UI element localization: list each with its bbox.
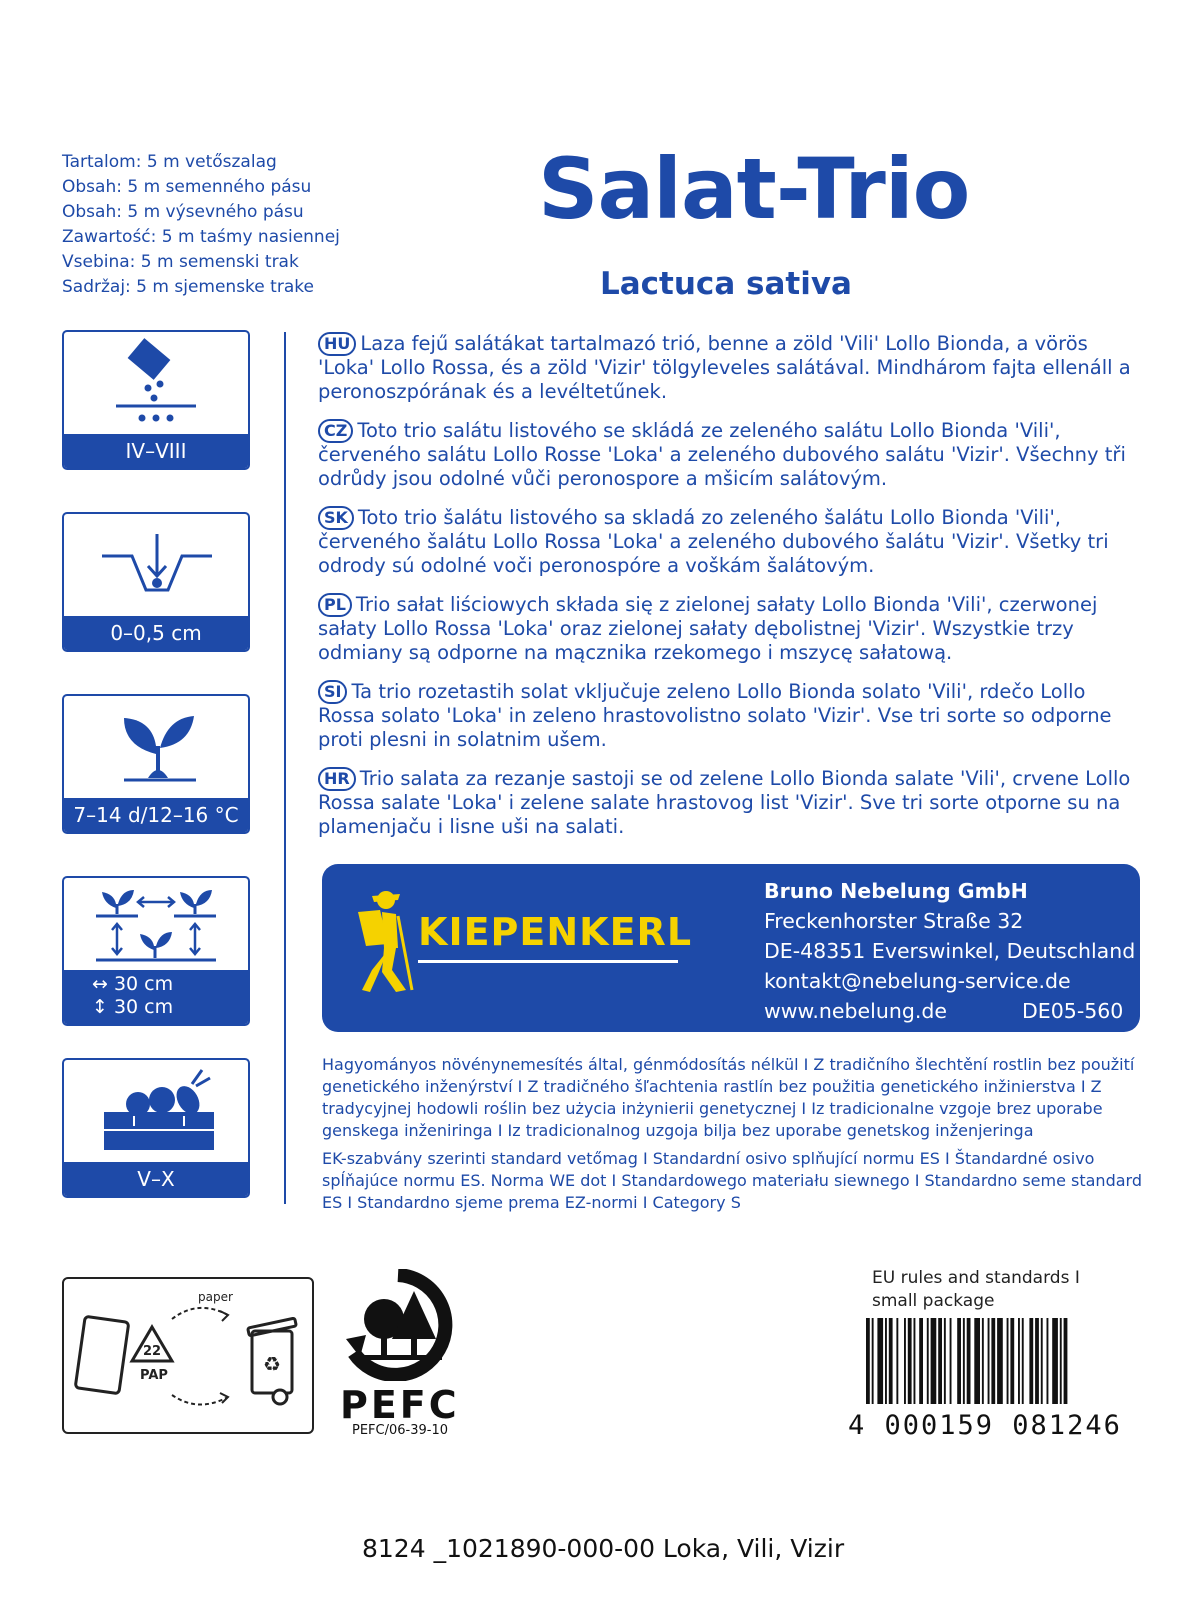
barcode-bar: [1064, 1318, 1068, 1404]
contents-line: Vsebina: 5 m semenski trak: [62, 252, 299, 272]
depth-icon: [64, 514, 248, 616]
barcode-bar: [944, 1318, 946, 1404]
product-title: Salat-Trio: [538, 140, 970, 238]
barcode-bar: [919, 1318, 923, 1404]
barcode-digits: 4 000159 081246: [848, 1410, 1122, 1441]
barcode-bar: [1047, 1318, 1049, 1404]
lang-badge: SK: [318, 506, 354, 530]
sowing-period: IV–VIII: [64, 434, 248, 468]
city: DE-48351 Everswinkel, Deutschland: [764, 939, 1136, 963]
barcode-bar: [1060, 1318, 1062, 1404]
product-subtitle: Lactuca sativa: [600, 266, 852, 302]
germination-info: 7–14 d/12–16 °C: [64, 798, 248, 832]
sowing-depth-box: [62, 512, 250, 652]
website[interactable]: www.nebelung.de: [764, 999, 947, 1023]
vertical-divider: [284, 332, 286, 1204]
harvest-crate-icon: [64, 1060, 248, 1162]
barcode-bar: [885, 1318, 887, 1404]
contents-line: Zawartość: 5 m taśmy nasiennej: [62, 227, 340, 247]
paper-label: paper: [198, 1290, 233, 1304]
barcode-bar: [896, 1318, 898, 1404]
barcode-bar: [1041, 1318, 1043, 1404]
contents-line: Obsah: 5 m semenného pásu: [62, 177, 312, 197]
barcode-bar: [988, 1318, 990, 1404]
contents-list: [62, 150, 340, 300]
spacing-values: [64, 970, 248, 1024]
sowing-period-box: [62, 330, 250, 470]
eu-rules-text: EU rules and standards I small package: [872, 1268, 1080, 1311]
pefc-code: PEFC/06-39-10: [352, 1423, 448, 1438]
contents-line: Sadržaj: 5 m sjemenske trake: [62, 277, 314, 297]
svg-text:♻: ♻: [263, 1352, 281, 1376]
sowing-icon: [64, 332, 248, 434]
plant-spacing-box: [62, 876, 250, 1026]
vertical-arrows-icon: ↕: [92, 996, 114, 1018]
lang-badge: HU: [318, 332, 356, 356]
barcode: [862, 1318, 1132, 1408]
barcode-bar: [1029, 1318, 1033, 1404]
description-text: Ta trio rozetastih solat vključuje zeleno Lollo Bionda solato 'Vili', rdečo Lollo Rossa solato 'Loka' in zeleno hrastovolistno solato 'Vizir'. Vse tri sorte so odporne proti plesni in solatnim ušem.: [318, 680, 1112, 751]
lang-badge: CZ: [318, 419, 353, 443]
barcode-bar: [938, 1318, 942, 1404]
description-pl: [318, 593, 1138, 664]
pefc-logo-icon: [340, 1269, 458, 1381]
recycling-icon: [64, 1279, 312, 1432]
contents-line: Obsah: 5 m výsevného pásu: [62, 202, 304, 222]
plant-spacing: ↕ 30 cm: [92, 996, 174, 1018]
description-text: Laza fejű salátákat tartalmazó trió, benne a zöld 'Vili' Lollo Bionda, a vörös 'Loka' Lollo Rossa, és a zöld 'Vizir' tölgyleveles salátával. Mindhárom fajta ellenáll a peronoszpórának és a levéltetűnek.: [318, 332, 1131, 403]
recycling-box: [62, 1277, 314, 1434]
description-hu: [318, 332, 1138, 403]
pefc-name: PEFC: [340, 1383, 460, 1427]
lang-badge: HR: [318, 767, 356, 791]
footer-code: 8124 _1021890-000-00 Loka, Vili, Vizir: [362, 1534, 845, 1563]
row-spacing: ↔ 30 cm: [92, 973, 174, 995]
hiker-logo-icon: [352, 886, 416, 996]
recycling-code-number: 22: [142, 1344, 162, 1359]
barcode-bar: [866, 1318, 870, 1404]
description-text: Trio salata za rezanje sastoji se od zelene Lollo Bionda salate 'Vili', crvene Lollo Rossa salate 'Loka' i zelene salate hrastovog list 'Vizir'. Sve tri sorte otporne su na plamenjaču i lisne uši na salati.: [318, 767, 1131, 838]
brand-logo: KIEPENKERL: [418, 910, 693, 954]
description-si: [318, 680, 1138, 751]
barcode-bar: [1007, 1318, 1009, 1404]
description-sk: [318, 506, 1138, 577]
horizontal-arrows-icon: ↔: [92, 973, 114, 995]
barcode-bar: [931, 1318, 937, 1404]
barcode-bar: [889, 1318, 893, 1404]
barcode-bar: [950, 1318, 952, 1404]
barcode-bar: [927, 1318, 929, 1404]
barcode-bar: [957, 1318, 961, 1404]
email[interactable]: kontakt@nebelung-service.de: [764, 969, 1071, 993]
barcode-bar: [1022, 1318, 1024, 1404]
harvest-period: V–X: [64, 1162, 248, 1196]
breeding-note: Hagyományos növénynemesítés által, génmódosítás nélkül I Z tradičního šlechtění rostlin bez použití genetického inženýrství I Z tradičného šľachtenia rastlín bez použitia genetického inžinierstva I Z tradycyjnej hodowli roślin bez użycia inżynierii genetycznej I Iz tradicionalne vzgoje brez uporabe genskega inženiringa I Iz tradicionalnog uzgoja bilja bez uporabe genetskog inženjeringa: [322, 1055, 1135, 1140]
seedling-icon: [64, 696, 248, 798]
organic-code: DE05-560: [1022, 999, 1124, 1023]
description-cz: [318, 419, 1138, 490]
barcode-bar: [1010, 1318, 1014, 1404]
barcode-bar: [872, 1318, 874, 1404]
barcode-bar: [974, 1318, 980, 1404]
standard-note: EK-szabvány szerinti standard vetőmag I Standardní osivo splňující normu ES I Štandardné osivo spĺňajúce normu ES. Norma WE dot I Standardowego materiału siewnego I Standardno seme standard ES I Standardno sjeme prema EZ-normi I Category S: [322, 1149, 1142, 1212]
lang-badge: SI: [318, 680, 347, 704]
barcode-bar: [967, 1318, 971, 1404]
barcode-bar: [904, 1318, 906, 1404]
brand-banner: [322, 864, 1140, 1032]
barcode-bar: [908, 1318, 912, 1404]
logo-underline: [418, 960, 678, 963]
description-hr: [318, 767, 1138, 838]
company-address: [764, 876, 1135, 1026]
barcode-bar: [914, 1318, 916, 1404]
description-text: Toto trio šalátu listového sa skladá zo zeleného šalátu Lollo Bionda 'Vili', červeného šalátu Lollo Rossa 'Loka' a zeleného dubového šalátu 'Vizir'. Všetky tri odrody sú odolné voči peronospóre a voškám šalátovým.: [318, 506, 1109, 577]
company-name: Bruno Nebelung GmbH: [764, 879, 1028, 903]
description-text: Trio sałat liściowych składa się z zielonej sałaty Lollo Bionda 'Vili', czerwonej sałaty Lollo Rossa 'Loka' oraz zielonej sałaty dębolistnej 'Vizir'. Wszystkie trzy odmiany są odporne na mącznika rzekomego i mszycę sałatową.: [318, 593, 1098, 664]
barcode-bar: [1035, 1318, 1039, 1404]
sowing-depth: 0–0,5 cm: [64, 616, 248, 650]
lang-badge: PL: [318, 593, 352, 617]
spacing-icon: [64, 878, 248, 970]
barcode-bar: [1018, 1318, 1020, 1404]
recycling-code-text: PAP: [140, 1368, 168, 1383]
barcode-bar: [1052, 1318, 1058, 1404]
contents-line: Tartalom: 5 m vetőszalag: [62, 152, 277, 172]
germination-box: [62, 694, 250, 834]
barcode-bar: [877, 1318, 883, 1404]
description-text: Toto trio salátu listového se skládá ze zeleného salátu Lollo Bionda 'Vili', červeného salátu Lollo Rosse 'Loka' a zeleného dubového salátu 'Vizir'. Všechny tři odrůdy jsou odolné vůči peronospore a mšicím salátovým.: [318, 419, 1126, 490]
barcode-bar: [982, 1318, 984, 1404]
harvest-period-box: [62, 1058, 250, 1198]
barcode-bar: [997, 1318, 1003, 1404]
street: Freckenhorster Straße 32: [764, 909, 1024, 933]
barcode-bar: [963, 1318, 965, 1404]
barcode-bar: [991, 1318, 995, 1404]
